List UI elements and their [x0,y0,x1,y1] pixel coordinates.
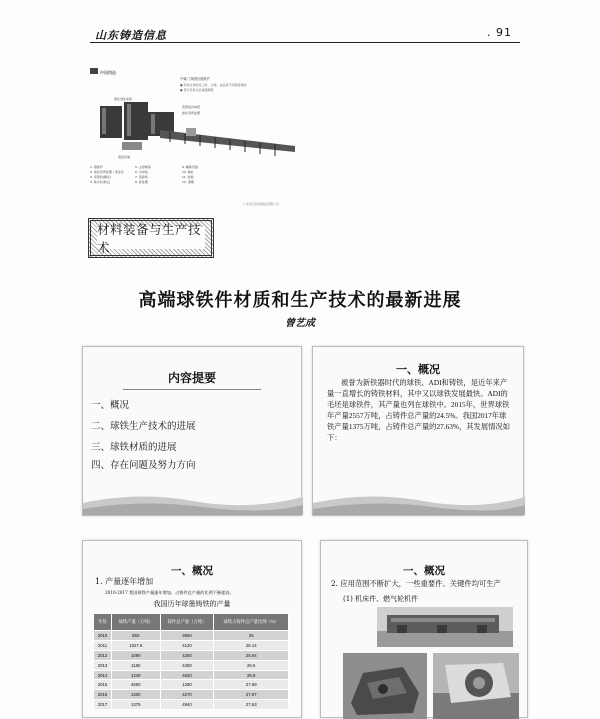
table-cell: 25.14 [214,640,289,650]
casting-photo [343,653,427,719]
toc-item: 一、概况 [91,400,130,411]
table-row [94,670,289,680]
table-row [94,631,289,641]
table-row [94,680,289,690]
table-cell: 2016 [94,690,112,700]
figure-note-3: ● 部分铸件毛坯重量降低 [180,88,214,92]
table-cell: 4270 [160,690,214,700]
table-cell: 1375 [111,700,160,710]
gas-turbine-image [433,653,519,719]
figure-note-1: 中频/工频感应熔炼炉 [180,77,210,81]
figure-label-4: 落砂区域 [118,155,131,159]
slide-subtitle: 2. 应用范围不断扩大，一些重要件、关键件均可生产 [331,579,501,588]
table-cell: 4620 [160,670,214,680]
legend-item: 5. 主控制室 [135,165,151,169]
table-row [94,640,289,650]
table-cell: 1240 [111,670,160,680]
table-cell: 4560 [111,680,160,690]
production-line-illustration [90,68,305,203]
machine-tool-photo [377,607,513,647]
figure-label-3: 球化孕育处理 [182,111,201,115]
table-cell: 2011 [94,640,112,650]
slide-subtitle: 1. 产量逐年增加 [95,577,154,586]
table-cell: 860 [111,631,160,641]
slide-contents [82,346,302,516]
article-title: 高端球铁件材质和生产技术的最新进展 [138,290,462,311]
table-row [94,650,289,660]
table-cell: 1090 [111,650,160,660]
table-cell: 2015 [94,680,112,690]
table-cell: 25.64 [214,650,289,660]
legend-item: 2. 球化孕育处理 / 浇注台 [90,170,124,174]
slide-title: 一、概况 [403,565,445,577]
table-cell: 2017 [94,700,112,710]
table-cell: 25 [214,631,289,641]
legend-item: 6. 冷却线 [135,170,148,174]
table-cell: 2014 [94,670,112,680]
table-cell: 3960 [160,631,214,641]
gas-turbine-photo [433,653,519,719]
table-cell: 26.8 [214,670,289,680]
table-cell: 2012 [94,650,112,660]
table-cell: 27.97 [214,690,289,700]
article-author: 曾艺成 [285,318,315,329]
legend-item: 12. 清理 [182,180,194,184]
table-cell: 2013 [94,660,112,670]
legend-item: 8. 砂处理 [135,180,148,184]
legend-item: 7. 落砂机 [135,175,148,179]
table-cell: 1280 [160,680,214,690]
slide-decoration [83,485,303,515]
slide-item: (1) 机床件、燃气轮机件 [343,595,419,603]
legend-item: 10. 抛丸 [182,170,194,174]
table-title: 我国历年球墨铸铁的产量 [153,600,231,608]
figure-caption: 广东宏兴铸造制品有限公司 [243,202,280,206]
title-underline [123,389,261,390]
slide-overview [312,346,524,516]
table-cell: 4450 [160,660,214,670]
slide-applications [320,540,528,718]
slide-production [82,540,302,718]
legend-item: 9. 辅助设备 [182,165,198,169]
section-banner [88,218,214,258]
table-header: 球铁占铸件总产量比例（%） [214,614,289,631]
slide-note: 2010-2017 我国球铁产量逐年增加，占铸件总产量的比例不断提高。 [105,590,234,595]
figure-label-2: 造型线冷却段 [182,105,201,109]
table-cell: 26.6 [214,660,289,670]
slide-decoration [313,485,525,515]
slide-title: 一、概况 [171,565,213,577]
legend-item: 1. 熔炼炉 [90,165,103,169]
table-cell: 4120 [160,640,214,650]
table-row [94,700,289,710]
figure-note-2: ● 铸件总体积及工时、合格、成品率不同程度增加 [180,83,247,87]
toc-item: 二、球铁生产技术的进展 [91,421,196,432]
slide-title: 一、概况 [396,363,440,376]
table-header: 年份 [94,614,112,631]
table-cell: 1027.6 [111,640,160,650]
legend-item: 3. 造型机(静压) [90,175,112,179]
table-header: 球铁产量（万吨） [111,614,160,631]
toc-item: 四、存在问题及努力方向 [91,460,196,471]
table-cell: 4940 [160,700,214,710]
header-rule [90,42,520,43]
table-cell: 1180 [111,660,160,670]
table-cell: 2010 [94,631,112,641]
casting-image [343,653,427,719]
overview-paragraph: 被誉为新铁器时代的球铁、ADI和铸铁，是近年来产量一直增长的铸铁材料，其中又以球铁发展最快。ADI的毛坯是球铁件，其产量也列在球铁中。2015年，世界球铁年产量2557万吨，占铸件总产量的24.5%。我国2017年球铁产量1375万吨，占铸件总产量的27.63%，其发展情况如下： [327,378,511,442]
production-table [93,613,289,710]
table-cell: 4250 [160,650,214,660]
table-cell: 1300 [111,690,160,700]
production-line-figure [90,68,305,203]
page-number: . 91 [487,26,512,39]
table-cell: 27.63 [214,700,289,710]
legend-item: 11. 检验 [182,175,194,179]
table-row [94,690,289,700]
figure-brand: 中国铸造 [100,70,116,75]
journal-title: 山东铸造信息 [95,29,167,42]
table-cell: 27.69 [214,680,289,690]
legend-item: 4. 铁水包/转运 [90,180,110,184]
toc-item: 三、球铁材质的进展 [91,442,177,453]
table-header: 铸件总产量（万吨） [160,614,214,631]
machine-tool-image [377,607,513,647]
slide-title: 内容提要 [167,371,216,385]
section-banner-text: 材料装备与生产技术 [97,222,202,255]
table-row [94,660,289,670]
figure-label-1: 熔化浇注系统 [114,97,133,101]
